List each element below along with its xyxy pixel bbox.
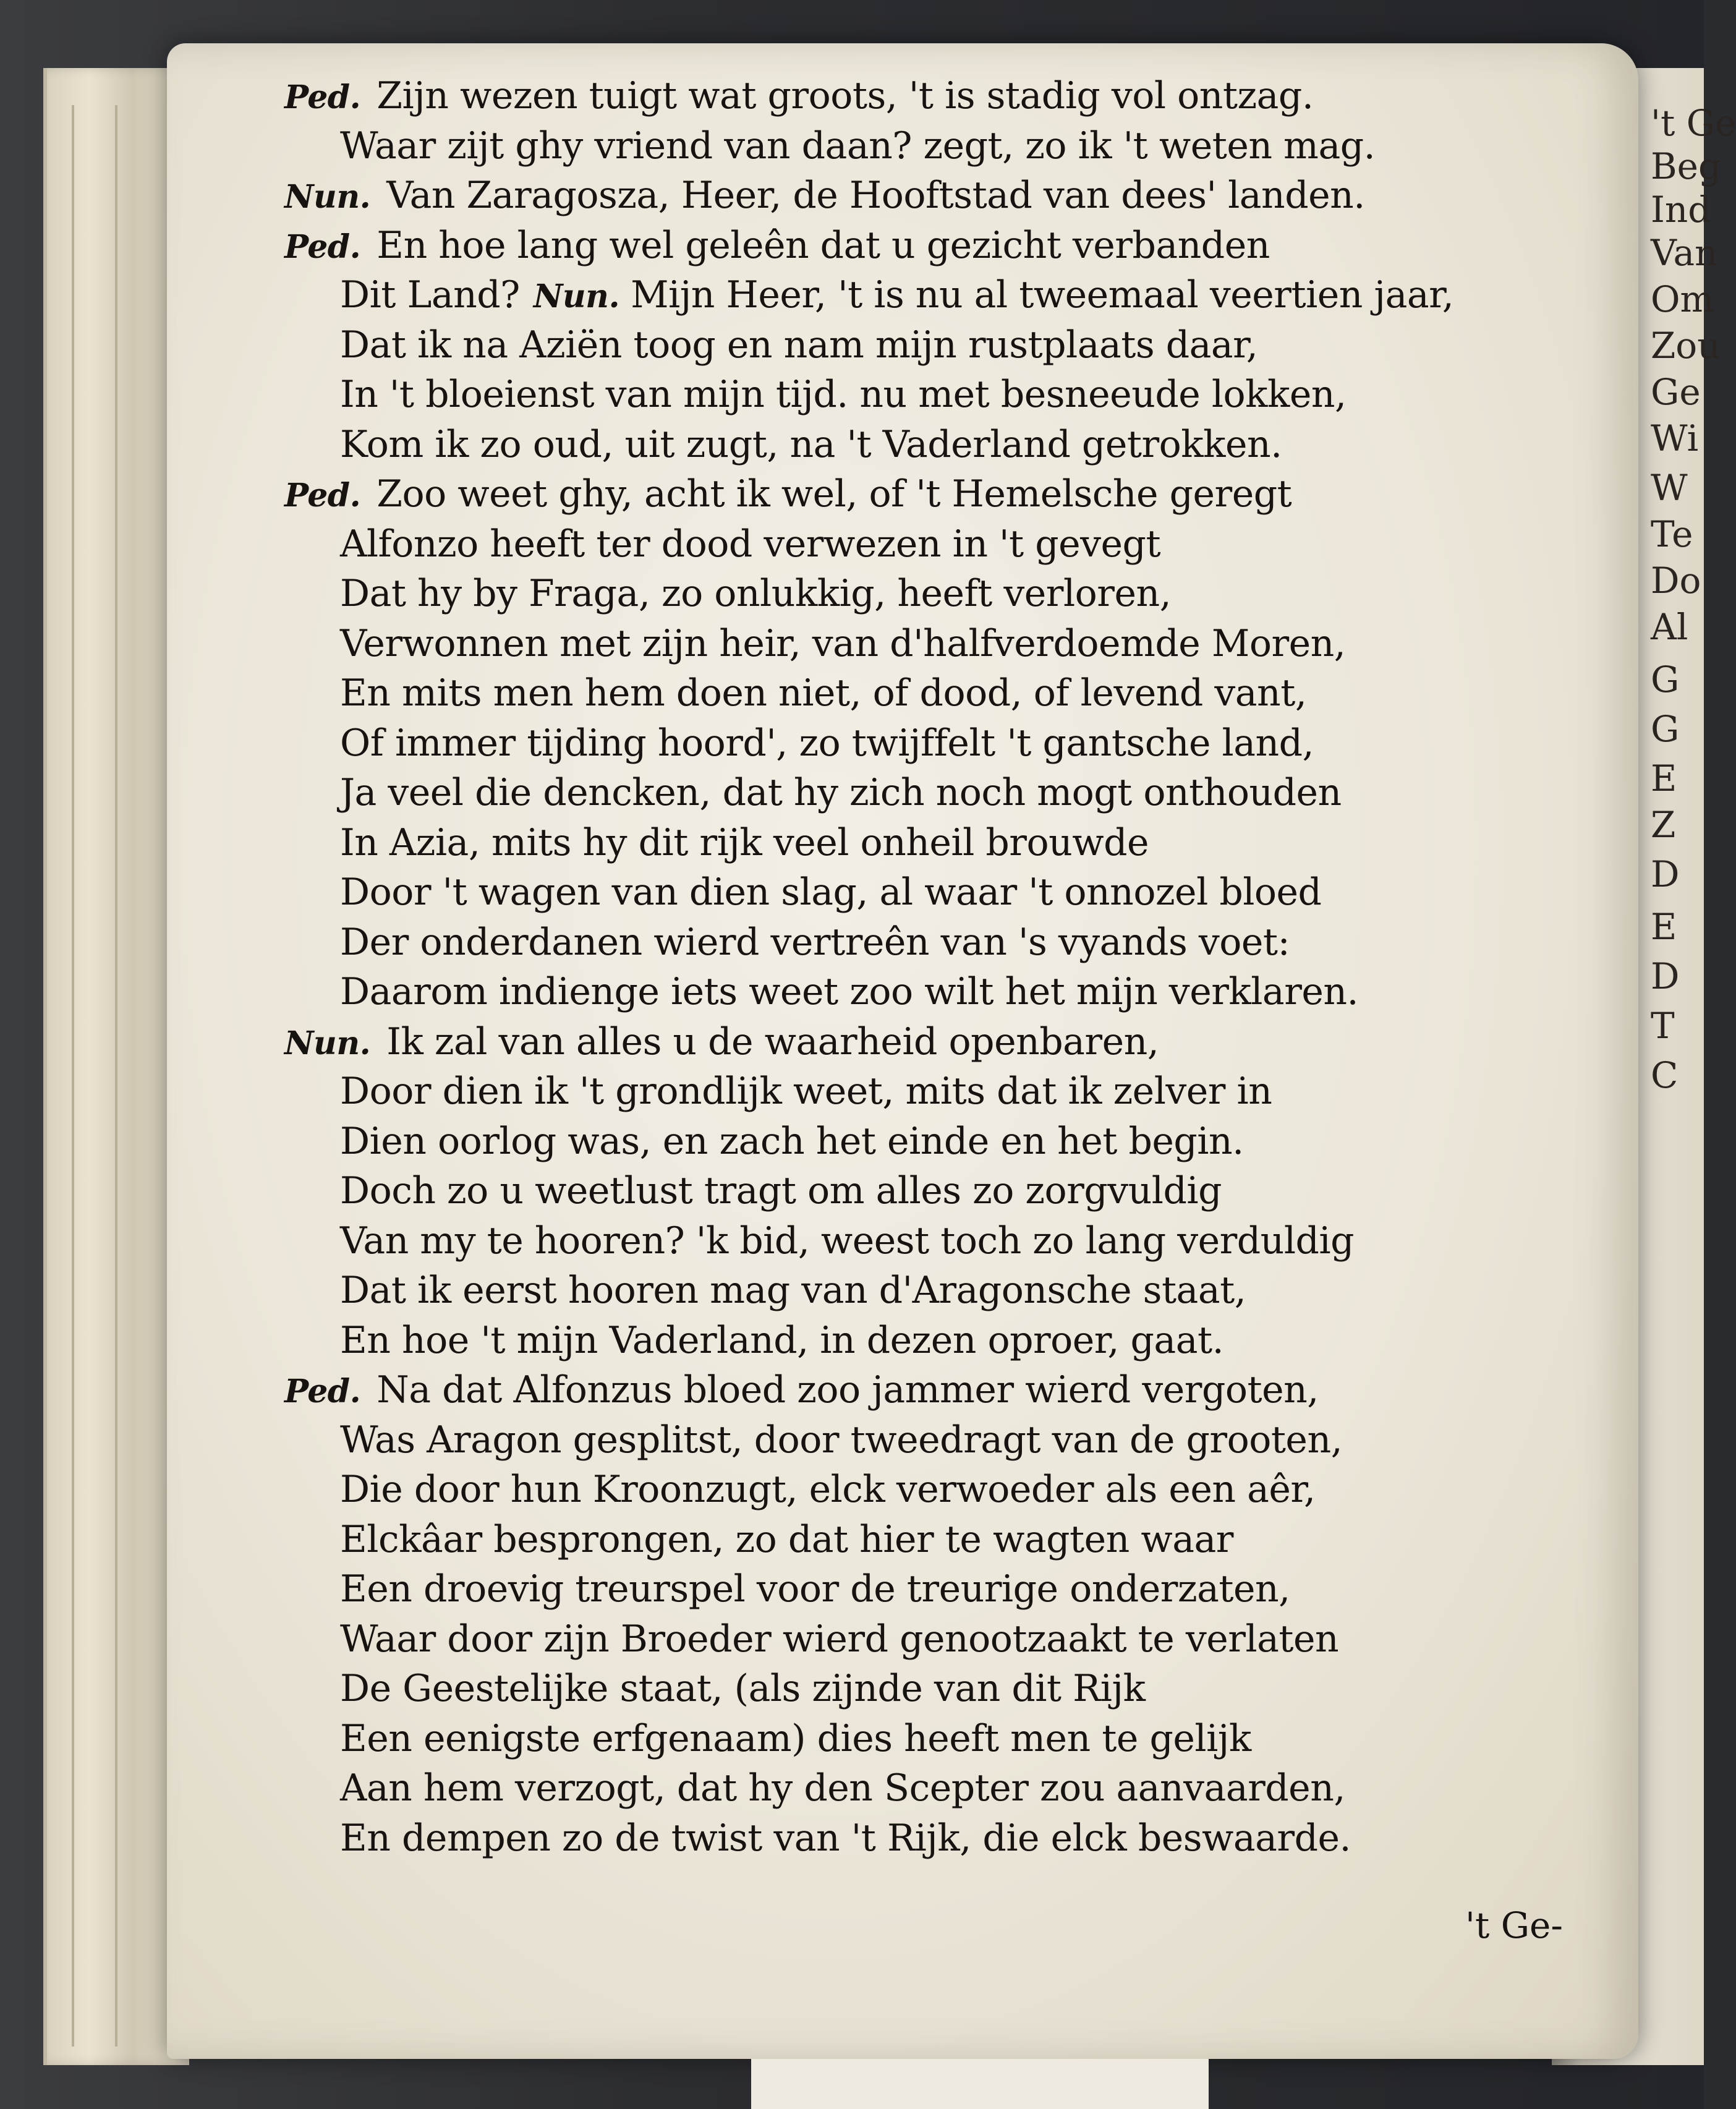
verse-text: Dien oorlog was, en zach het einde en het begin. xyxy=(340,1119,1244,1163)
verse-text: Daarom indienge iets weet zoo wilt het mijn verklaren. xyxy=(340,970,1359,1013)
speaker-label: Ped. xyxy=(284,228,361,266)
page-edge-line xyxy=(72,105,74,2047)
facing-page-text-fragment: Ge xyxy=(1651,371,1701,413)
facing-page-text-fragment: Zou xyxy=(1651,325,1721,367)
verse-line xyxy=(284,1266,1490,1316)
speaker-label: Ped. xyxy=(284,1373,361,1410)
verse-line xyxy=(284,1614,1490,1664)
verse-text: Waar zijt ghy vriend van daan? zegt, zo ik 't weten mag. xyxy=(340,124,1376,168)
verse-text: Dat hy by Fraga, zo onlukkig, heeft verloren, xyxy=(340,572,1172,615)
verse-line xyxy=(284,1714,1490,1764)
verse-line xyxy=(284,1216,1490,1266)
facing-page-text-fragment: G xyxy=(1651,708,1680,750)
verse-line xyxy=(284,221,1490,271)
verse-text: Een eenigste erfgenaam) dies heeft men te gelijk xyxy=(340,1716,1251,1760)
verse-text: Dat ik na Aziën toog en nam mijn rustplaats daar, xyxy=(340,323,1258,367)
verse-text: En hoe lang wel geleên dat u gezicht verbanden xyxy=(377,223,1270,267)
verse-line xyxy=(284,370,1490,420)
verse-text: Verwonnen met zijn heir, van d'halfverdoemde Moren, xyxy=(340,621,1346,665)
facing-page-text-fragment: Beg xyxy=(1651,145,1722,187)
verse-text-block xyxy=(284,71,1490,1895)
facing-page-text-fragment: E xyxy=(1651,757,1677,799)
verse-line xyxy=(284,1813,1490,1864)
verse-line xyxy=(284,1316,1490,1366)
verse-line xyxy=(284,121,1490,171)
verse-text: Zijn wezen tuigt wat groots, 't is stadig vol ontzag. xyxy=(377,74,1314,117)
verse-line xyxy=(284,818,1490,868)
verse-text: Elckâar besprongen, zo dat hier te wagten waar xyxy=(340,1517,1233,1561)
facing-page-text-fragment: G xyxy=(1651,658,1680,701)
verse-line xyxy=(284,1664,1490,1714)
verse-text: Aan hem verzogt, dat hy den Scepter zou aanvaarden, xyxy=(340,1766,1345,1810)
verse-line xyxy=(284,1465,1490,1515)
verse-line xyxy=(284,71,1490,121)
verse-line xyxy=(284,1166,1490,1216)
verse-text: Van Zaragosza, Heer, de Hooftstad van dees' landen. xyxy=(386,174,1365,217)
verse-line xyxy=(284,1117,1490,1167)
verse-line xyxy=(284,569,1490,619)
verse-text: In Azia, mits hy dit rijk veel onheil brouwde xyxy=(340,820,1149,864)
facing-page-text-fragment: Wi xyxy=(1651,417,1699,459)
facing-page-text-fragment: C xyxy=(1651,1054,1679,1096)
facing-page-text-fragment: Do xyxy=(1651,560,1701,602)
verse-line xyxy=(284,1564,1490,1614)
facing-page-text-fragment: Te xyxy=(1651,513,1693,555)
verse-line xyxy=(284,718,1490,769)
verse-line xyxy=(284,1763,1490,1813)
verse-line xyxy=(284,918,1490,968)
verse-line xyxy=(284,469,1490,519)
verse-text: Of immer tijding hoord', zo twijffelt 't gantsche land, xyxy=(340,721,1314,765)
verse-text: Van my te hooren? 'k bid, weest toch zo lang verduldig xyxy=(340,1219,1355,1263)
verse-text: In 't bloeienst van mijn tijd. nu met besneeude lokken, xyxy=(340,373,1347,416)
verse-text: Een droevig treurspel voor de treurige onderzaten, xyxy=(340,1567,1290,1611)
verse-text: Ja veel die dencken, dat hy zich noch mogt onthouden xyxy=(340,771,1342,814)
facing-page-text-fragment: Z xyxy=(1651,804,1676,846)
verse-line xyxy=(284,171,1490,221)
verse-text: Door dien ik 't grondlijk weet, mits dat ik zelver in xyxy=(340,1070,1272,1113)
speaker-label: Nun. xyxy=(284,178,371,216)
verse-line xyxy=(284,320,1490,370)
speaker-label: Ped. xyxy=(284,79,361,116)
catchword: 't Ge- xyxy=(1465,1904,1563,1946)
verse-line xyxy=(284,1067,1490,1117)
verse-text: Waar door zijn Broeder wierd genootzaakt te verlaten xyxy=(340,1617,1339,1661)
speaker-label: Nun. xyxy=(533,278,620,315)
verse-text: Alfonzo heeft ter dood verwezen in 't gevegt xyxy=(340,522,1161,566)
verse-text: Mijn Heer, 't is nu al tweemaal veertien jaar, xyxy=(631,273,1454,317)
verse-text: En mits men hem doen niet, of dood, of levend vant, xyxy=(340,671,1307,715)
verse-text: Door 't wagen van dien slag, al waar 't onnozel bloed xyxy=(340,871,1322,914)
speaker-label: Ped. xyxy=(284,477,361,514)
verse-text: Dat ik eerst hooren mag van d'Aragonsche staat, xyxy=(340,1269,1246,1312)
verse-line xyxy=(284,519,1490,569)
facing-page-text-fragment: W xyxy=(1651,467,1688,509)
verse-text: En hoe 't mijn Vaderland, in dezen oproer, gaat. xyxy=(340,1318,1224,1362)
verse-line xyxy=(284,768,1490,818)
verse-line xyxy=(284,668,1490,718)
verse-line xyxy=(284,1365,1490,1415)
verse-text: Kom ik zo oud, uit zugt, na 't Vaderland getrokken. xyxy=(340,422,1282,466)
verse-text: Doch zo u weetlust tragt om alles zo zorgvuldig xyxy=(340,1169,1222,1212)
verse-line xyxy=(284,1515,1490,1565)
verse-line xyxy=(284,619,1490,669)
verse-text: De Geestelijke staat, (als zijnde van dit Rijk xyxy=(340,1667,1146,1710)
paper-slip xyxy=(751,2059,1209,2109)
facing-page-text-fragment: Om xyxy=(1651,278,1714,320)
facing-page-text-fragment: D xyxy=(1651,853,1680,895)
facing-page-text-fragment: T xyxy=(1651,1005,1675,1047)
speaker-label: Nun. xyxy=(284,1024,371,1062)
facing-page-text-fragment: 't Ge xyxy=(1651,102,1736,144)
facing-page-text-fragment: Al xyxy=(1651,606,1688,648)
verse-text: Was Aragon gesplitst, door tweedragt van de grooten, xyxy=(340,1418,1343,1462)
verse-line xyxy=(284,867,1490,918)
verse-text: En dempen zo de twist van 't Rijk, die elck beswaarde. xyxy=(340,1816,1351,1860)
verse-text: Ik zal van alles u de waarheid openbaren, xyxy=(386,1020,1159,1063)
verse-text: Na dat Alfonzus bloed zoo jammer wierd vergoten, xyxy=(377,1368,1319,1412)
verse-line xyxy=(284,420,1490,470)
verse-line xyxy=(284,1415,1490,1465)
verse-line xyxy=(284,270,1490,320)
verse-text: Die door hun Kroonzugt, elck verwoeder als een aêr, xyxy=(340,1468,1316,1511)
verse-text: Der onderdanen wierd vertreên van 's vyands voet: xyxy=(340,920,1290,964)
facing-page-text-fragment: Ind xyxy=(1651,189,1711,231)
page-edge-line xyxy=(115,105,117,2047)
verse-line xyxy=(284,967,1490,1017)
facing-page-text-fragment: E xyxy=(1651,906,1677,948)
facing-page-text-fragment: Van xyxy=(1651,232,1718,274)
facing-page-text-fragment: D xyxy=(1651,955,1680,997)
verse-text: Zoo weet ghy, acht ik wel, of 't Hemelsche geregt xyxy=(377,472,1292,516)
verse-line xyxy=(284,1017,1490,1067)
verse-text: Dit Land? xyxy=(340,273,520,317)
